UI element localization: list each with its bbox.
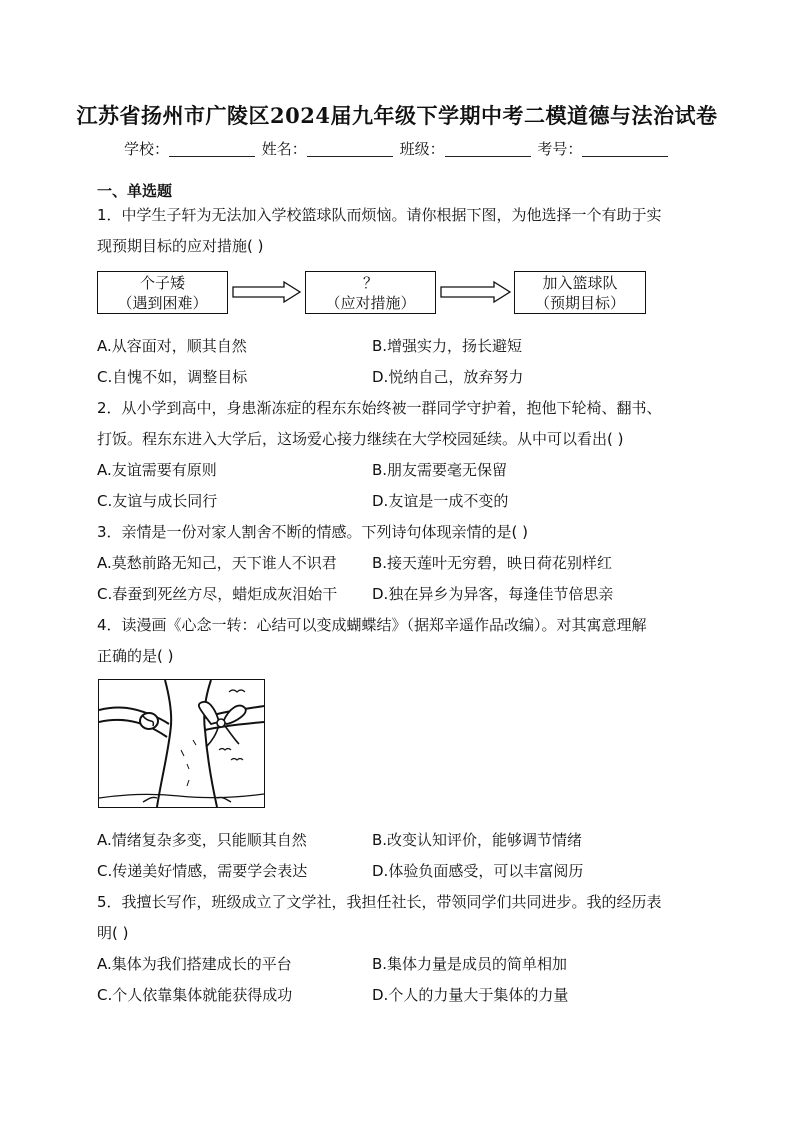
diagram-box-goal-line-2: （预期目标）: [534, 294, 625, 312]
question-3-option-b[interactable]: B.接天莲叶无穷碧，映日荷花别样红: [372, 554, 613, 572]
diagram-arrow-1-icon: [232, 281, 302, 303]
diagram-box-goal-line-1: 加入篮球队: [542, 274, 618, 292]
exam-number-blank[interactable]: [582, 142, 668, 157]
question-4-number: 4．: [97, 616, 122, 634]
student-info-row: [124, 138, 670, 159]
question-1-option-a[interactable]: A.从容面对，顺其自然: [97, 337, 247, 355]
question-4-option-a[interactable]: A.情绪复杂多变，只能顺其自然: [97, 831, 307, 849]
question-3-stem-1: 亲情是一份对家人割舍不断的情感。下列诗句体现亲情的是( ): [121, 523, 529, 541]
class-blank[interactable]: [445, 142, 531, 157]
diagram-arrow-2-icon: [440, 281, 512, 303]
class-label: 班级：: [399, 140, 445, 158]
question-5-option-a[interactable]: A.集体为我们搭建成长的平台: [97, 955, 292, 973]
question-5-option-b[interactable]: B.集体力量是成员的简单相加: [372, 955, 568, 973]
section-heading: 一、单选题: [97, 182, 173, 200]
diagram-box-difficulty: [97, 271, 228, 314]
name-blank[interactable]: [307, 142, 393, 157]
question-2-option-a[interactable]: A.友谊需要有原则: [97, 461, 217, 479]
question-5-option-c[interactable]: C.个人依靠集体就能获得成功: [97, 986, 293, 1004]
question-1-line-1: [97, 204, 662, 225]
question-1-stem-1: 中学生子轩为无法加入学校篮球队而烦恼。请你根据下图，为他选择一个有助于实: [121, 206, 662, 224]
diagram-box-measure-line-1: ？: [362, 274, 378, 292]
question-1-option-d[interactable]: D.悦纳自己，放弃努力: [372, 368, 524, 386]
question-2-stem-2: 打饭。程东东进入大学后，这场爱心接力继续在大学校园延续。从中可以看出( ): [97, 430, 624, 448]
question-5-stem-2: 明( ): [97, 924, 129, 942]
diagram-box-goal: [514, 271, 646, 314]
school-label: 学校：: [124, 140, 170, 158]
question-2-option-d[interactable]: D.友谊是一成不变的: [372, 492, 509, 510]
diagram-box-measure: [305, 271, 436, 314]
question-5-stem-1: 我擅长写作，班级成立了文学社，我担任社长，带领同学们共同进步。我的经历表: [121, 893, 662, 911]
question-2-option-c[interactable]: C.友谊与成长同行: [97, 492, 218, 510]
question-5-line-1: [97, 891, 662, 912]
school-blank[interactable]: [169, 142, 255, 157]
exam-number-label: 考号：: [537, 140, 583, 158]
question-3-option-c[interactable]: C.春蚕到死丝方尽，蜡炬成灰泪始干: [97, 585, 338, 603]
name-label: 姓名：: [261, 140, 307, 158]
question-1-number: 1．: [97, 206, 122, 224]
question-4-option-b[interactable]: B.改变认知评价，能够调节情绪: [372, 831, 583, 849]
question-2-number: 2．: [97, 399, 122, 417]
question-5-number: 5．: [97, 893, 122, 911]
question-2-line-1: [97, 397, 662, 418]
question-1-option-c[interactable]: C.自愧不如，调整目标: [97, 368, 248, 386]
question-3-number: 3．: [97, 523, 122, 541]
question-4-option-c[interactable]: C.传递美好情感，需要学会表达: [97, 862, 308, 880]
question-1-stem-2: 现预期目标的应对措施( ): [97, 237, 264, 255]
diagram-box-measure-line-2: （应对措施）: [325, 294, 416, 312]
question-4-line-1: [97, 614, 647, 635]
question-4-option-d[interactable]: D.体验负面感受，可以丰富阅历: [372, 862, 584, 880]
question-4-stem-1: 读漫画《心念一转：心结可以变成蝴蝶结》（据郑辛遥作品改编）。对其寓意理解: [121, 616, 647, 634]
question-2-stem-1: 从小学到高中，身患渐冻症的程东东始终被一群同学守护着，抱他下轮椅、翻书、: [121, 399, 662, 417]
question-3-line-1: [97, 521, 528, 542]
question-4-stem-2: 正确的是( ): [97, 647, 174, 665]
question-3-option-d[interactable]: D.独在异乡为异客，每逢佳节倍思亲: [372, 585, 614, 603]
question-5-option-d[interactable]: D.个人的力量大于集体的力量: [372, 986, 569, 1004]
question-1-option-b[interactable]: B.增强实力，扬长避短: [372, 337, 523, 355]
cartoon-tree-knot-image: [98, 679, 265, 808]
exam-title: 江苏省扬州市广陵区2024届九年级下学期中考二模道德与法治试卷: [76, 103, 718, 128]
question-3-option-a[interactable]: A.莫愁前路无知己，天下谁人不识君: [97, 554, 337, 572]
diagram-box-difficulty-line-1: 个子矮: [139, 274, 185, 292]
cartoon-drawing-icon: [99, 680, 264, 807]
diagram-box-difficulty-line-2: （遇到困难）: [117, 294, 208, 312]
question-2-option-b[interactable]: B.朋友需要毫无保留: [372, 461, 508, 479]
